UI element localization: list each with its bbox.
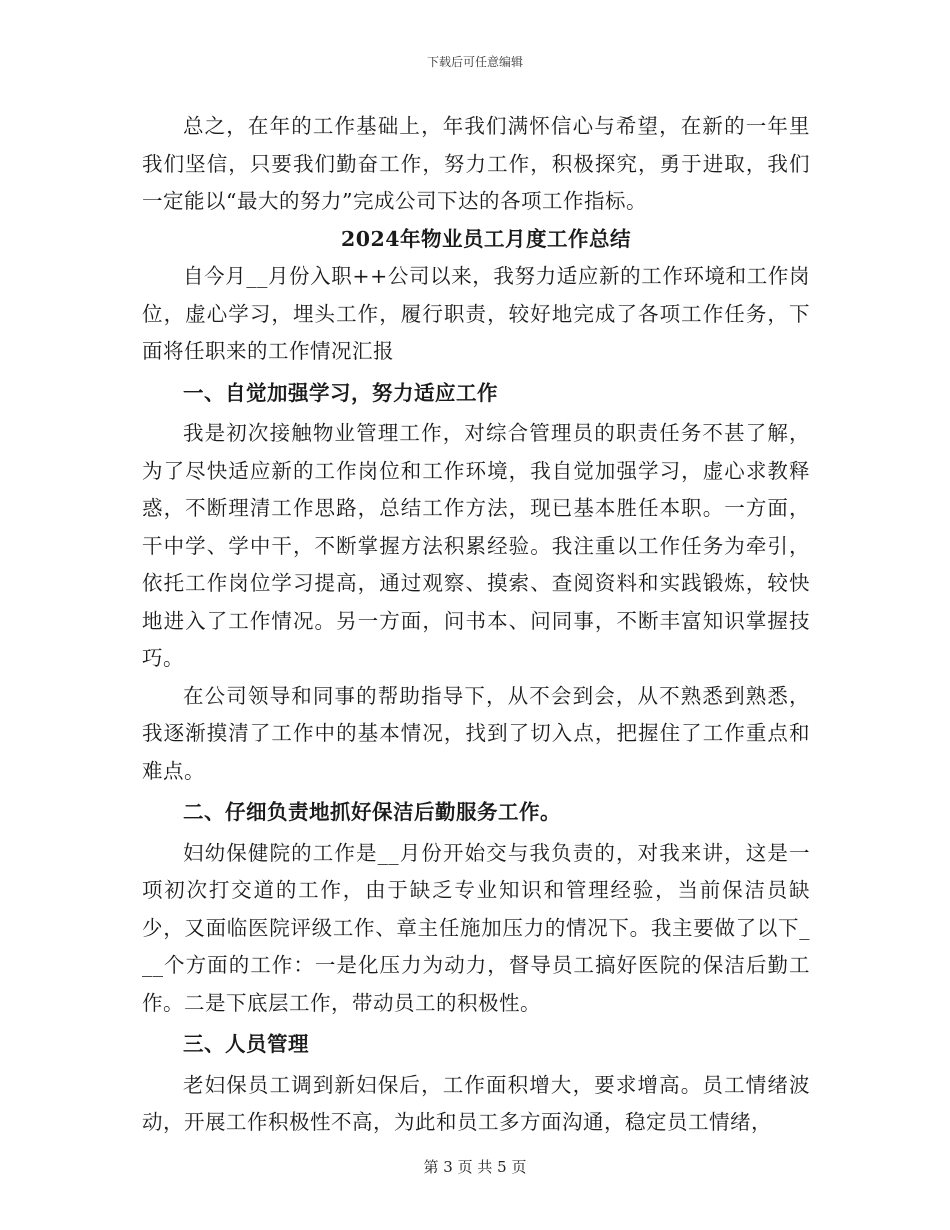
section-1-paragraph-1: 我是初次接触物业管理工作，对综合管理员的职责任务不甚了解，为了尽快适应新的工作岗位和工作环境，我自觉加强学习，虚心求教释惑，不断理清工作思路，总结工作方法，现已基本胜任本职。一方面，干中学、学中干，不断掌握方法积累经验。我注重以工作任务为牵引，依托工作岗位学习提高，通过观察、摸索、查阅资料和实践锻炼，较快地进入了工作情况。另一方面，问书本、问同事，不断丰富知识掌握技巧。: [142, 421, 810, 670]
section-1-heading: 一、自觉加强学习，努力适应工作: [183, 380, 498, 405]
document-title: 2024年物业员工月度工作总结: [340, 226, 632, 251]
opening-paragraph: 自今月__月份入职++公司以来，我努力适应新的工作环境和工作岗位，虚心学习，埋头工作，履行职责，较好地完成了各项工作任务，下面将任职来的工作情况汇报: [142, 264, 810, 363]
section-2-paragraph-1: 妇幼保健院的工作是__月份开始交与我负责的，对我来讲，这是一项初次打交道的工作，由于缺乏专业知识和管理经验，当前保洁员缺少，又面临医院评级工作、章主任施加压力的情况下。我主要做了以下___个方面的工作：一是化压力为动力，督导员工搞好医院的保洁后勤工作。二是下底层工作，带动员工的积极性。: [142, 840, 810, 1015]
section-3-paragraph-1: 老妇保员工调到新妇保后，工作面积增大，要求增高。员工情绪波动，开展工作积极性不高，为此和员工多方面沟通，稳定员工情绪，: [142, 1072, 810, 1134]
page-number: 第 3 页 共 5 页: [423, 1158, 527, 1176]
section-3-heading: 三、人员管理: [183, 1032, 309, 1056]
intro-paragraph: 总之，在年的工作基础上，年我们满怀信心与希望，在新的一年里我们坚信，只要我们勤奋工作，努力工作，积极探究，勇于进取，我们一定能以“最大的努力”完成公司下达的各项工作指标。: [142, 114, 810, 213]
document-body: [142, 108, 810, 1142]
section-2-heading: 二、仔细负责地抓好保洁后勤服务工作。: [183, 800, 561, 824]
page-header: 下载后可任意编辑: [426, 55, 523, 69]
section-1-paragraph-2: 在公司领导和同事的帮助指导下，从不会到会，从不熟悉到熟悉，我逐渐摸清了工作中的基本情况，找到了切入点，把握住了工作重点和难点。: [142, 683, 810, 783]
